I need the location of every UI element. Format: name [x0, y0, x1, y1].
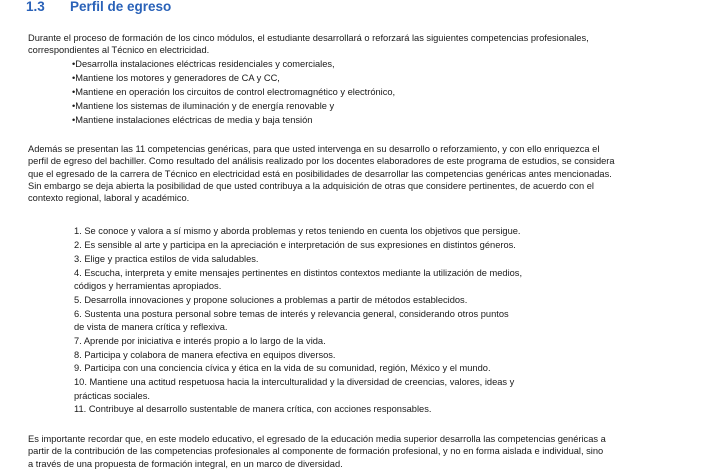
list-item: códigos y herramientas apropiados.	[74, 281, 222, 291]
list-item: 1. Se conoce y valora a sí mismo y aborda problemas y retos teniendo en cuenta los objetivos que persigue.	[74, 226, 521, 236]
intro-line: correspondientes al Técnico en electricidad.	[28, 45, 210, 56]
paragraph-line: perfil de egreso del bachiller. Como resultado del análisis realizado por los docentes elaboradores de este programa de estudios, se considera	[28, 156, 615, 167]
intro-paragraph	[28, 32, 678, 57]
list-item: 10. Mantiene una actitud respetuosa hacia la interculturalidad y la diversidad de creencias, valores, ideas y	[74, 377, 515, 387]
list-item: prácticas sociales.	[74, 391, 150, 401]
list-item: 7. Aprende por iniciativa e interés propio a lo largo de la vida.	[74, 336, 326, 346]
paragraph-line: que el egresado de la carrera de Técnico en electricidad está en posibilidades de desarrollar las competencias genéricas antes mencionadas.	[28, 168, 612, 179]
list-item: 9. Participa con una conciencia cívica y ética en la vida de su comunidad, región, México y el mundo.	[74, 363, 491, 373]
paragraph-line: contexto regional, laboral y académico.	[28, 193, 190, 204]
paragraph-line: a través de una propuesta de formación integral, en un marco de diversidad.	[28, 458, 343, 469]
list-item: •Mantiene en operación los circuitos de control electromagnético y electrónico,	[72, 87, 396, 97]
list-item: 3. Elige y practica estilos de vida saludables.	[74, 254, 259, 264]
list-item: de vista de manera crítica y reflexiva.	[74, 322, 228, 332]
paragraph-line: partir de la contribución de las competencias profesionales al componente de formación profesional, y no en forma aislada e individual, sino	[28, 446, 604, 457]
list-item: 2. Es sensible al arte y participa en la apreciación e interpretación de sus expresiones en distintos géneros.	[74, 240, 516, 250]
list-item: 6. Sustenta una postura personal sobre temas de interés y relevancia general, considerando otros puntos	[74, 309, 509, 319]
list-item: •Mantiene instalaciones eléctricas de media y baja tensión	[72, 115, 313, 125]
intro-line: Durante el proceso de formación de los cinco módulos, el estudiante desarrollará o reforzará las siguientes competencias profesionales,	[28, 33, 589, 43]
section-title: Perfil de egreso	[70, 0, 172, 14]
section-heading	[26, 0, 171, 14]
paragraph-line: Sin embargo se deja abierta la posibilidad de que usted contribuya a la adquisición de otras que considere pertinentes, de acuerdo con el	[28, 180, 594, 191]
list-item: 4. Escucha, interpreta y emite mensajes pertinentes en distintos contextos mediante la utilización de medios,	[74, 268, 523, 278]
closing-paragraph	[28, 433, 678, 470]
list-item: •Desarrolla instalaciones eléctricas residenciales y comerciales,	[72, 59, 335, 69]
paragraph-line: Además se presentan las 11 competencias genéricas, para que usted intervenga en su desarrollo o reforzamiento, y con ello enriquezca el	[28, 144, 600, 154]
paragraph-line: Es importante recordar que, en este modelo educativo, el egresado de la educación media superior desarrolla las competencias genéricas a	[28, 434, 606, 444]
list-item: •Mantiene los motores y generadores de CA y CC,	[72, 73, 280, 83]
list-item: 5. Desarrolla innovaciones y propone soluciones a problemas a partir de métodos establecidos.	[74, 295, 468, 305]
section-number: 1.3	[26, 0, 45, 14]
list-item: 8. Participa y colabora de manera efectiva en equipos diversos.	[74, 350, 336, 360]
genericas-paragraph	[28, 143, 678, 204]
list-item: 11. Contribuye al desarrollo sustentable de manera crítica, con acciones responsables.	[74, 404, 432, 414]
list-item: •Mantiene los sistemas de iluminación y de energía renovable y	[72, 101, 335, 111]
